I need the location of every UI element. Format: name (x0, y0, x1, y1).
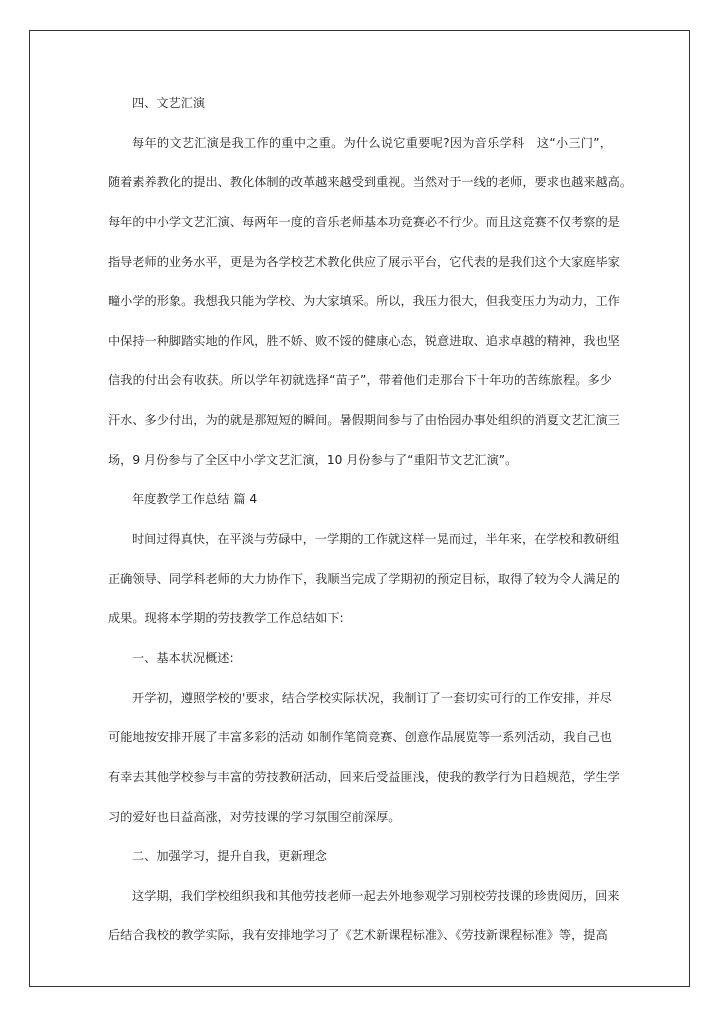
paragraph-line: 场，9 月份参与了全区中小学文艺汇演，10 月份参与了“重阳节文艺汇演”。 (108, 452, 518, 467)
document-body (108, 84, 633, 956)
section-heading: 一、基本状况概述: (132, 650, 234, 665)
section-heading: 四、文艺汇演 (132, 96, 206, 110)
paragraph-line: 正确领导、同学科老师的大力协作下，我顺当完成了学期初的预定目标，取得了较为令人满足的 (108, 571, 620, 586)
section-heading: 年度教学工作总结 篇 4 (132, 492, 258, 507)
paragraph-line: 习的爱好也日益高涨，对劳技课的学习氛围空前深厚。 (108, 809, 401, 824)
paragraph-line: 信我的付出会有收获。所以学年初就选择“苗子”，带着他们走那台下十年功的苦练旅程。多少 (108, 373, 612, 388)
paragraph-line: 时间过得真快，在平淡与劳碌中，一学期的工作就这样一晃而过，半年来，在学校和教研组 (132, 532, 620, 547)
section-heading: 二、加强学习，提升自我，更新理念 (132, 849, 327, 864)
paragraph-line: 疃小学的形象。我想我只能为学校、为大家填采。所以，我压力很大，但我变压力为动力，工作 (108, 294, 620, 309)
paragraph-line: 中保持一种脚踏实地的作风，胜不娇、败不馁的健康心态，锐意进取、追求卓越的精神，我也坚 (108, 333, 620, 348)
paragraph-line: 这学期，我们学校组织我和其他劳技老师一起去外地参观学习别校劳技课的珍贵阅历，回来 (132, 888, 620, 903)
paragraph-line: 有幸去其他学校参与丰富的劳技教研活动，回来后受益匪浅，使我的教学行为日趋规范，学生学 (108, 769, 620, 784)
paragraph-line: 成果。现将本学期的劳技教学工作总结如下: (108, 611, 344, 626)
paragraph-line: 可能地按安排开展了丰富多彩的活动 如制作笔筒竞赛、创意作品展览等一系列活动，我自己也 (108, 730, 612, 745)
paragraph-line: 后结合我校的教学实际，我有安排地学习了《艺术新课程标准》、《劳技新课程标准》等，提高 (108, 928, 608, 943)
paragraph-line: 每年的中小学文艺汇演、每两年一度的音乐老师基本功竞赛必不行少。而且这竞赛不仅考察的是 (108, 214, 620, 229)
paragraph-line: 随着素养教化的提出、教化体制的改革越来越受到重视。当然对于一线的老师，要求也越来越高。 (108, 175, 633, 190)
paragraph-line: 开学初，遵照学校的'要求，结合学校实际状况，我制订了一套切实可行的工作安排，并尽 (132, 690, 612, 705)
paragraph-line: 汗水、多少付出，为的就是那短短的瞬间。暑假期间参与了由怡园办事处组织的消夏文艺汇演三 (108, 413, 620, 428)
paragraph-line: 每年的文艺汇演是我工作的重中之重。为什么说它重要呢?因为音乐学科 这“小三门”， (132, 135, 612, 150)
paragraph-line: 指导老师的业务水平，更是为各学校艺术教化供应了展示平台，它代表的是我们这个大家庭毕家 (108, 254, 620, 269)
